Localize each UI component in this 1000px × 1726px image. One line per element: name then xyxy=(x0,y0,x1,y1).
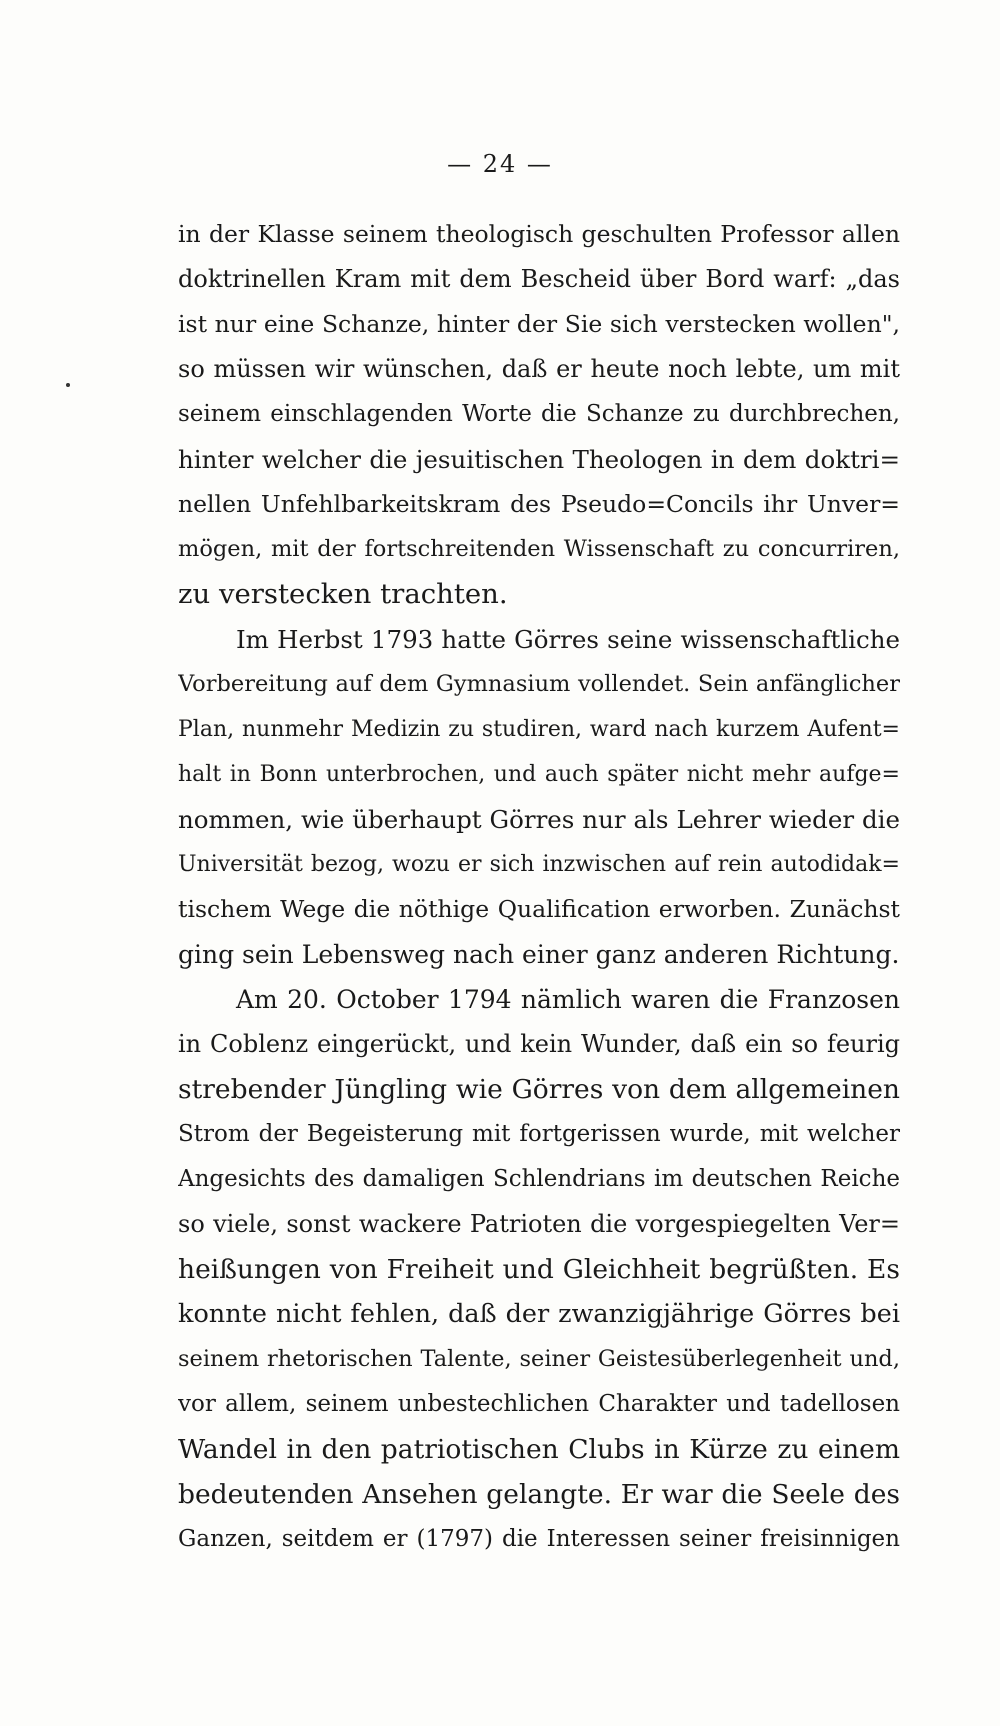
text-line: doktrinellen Kram mit dem Bescheid über Bord warf: „das xyxy=(178,265,900,293)
text-line: in der Klasse seinem theologisch geschulten Professor allen xyxy=(178,220,900,248)
text-line: seinem rhetorischen Talente, seiner Geistesüberlegenheit und, xyxy=(178,1346,900,1372)
text-line: ist nur eine Schanze, hinter der Sie sich verstecken wollen", xyxy=(178,310,900,338)
text-line: nommen, wie überhaupt Görres nur als Lehrer wieder die xyxy=(178,805,900,834)
page-number: — 24 — xyxy=(447,150,553,178)
body-text xyxy=(178,212,900,1562)
text-line: seinem einschlagenden Worte die Schanze zu durchbrechen, xyxy=(178,401,900,427)
text-line: vor allem, seinem unbestechlichen Charakter und tadellosen xyxy=(178,1391,900,1417)
text-line: strebender Jüngling wie Görres von dem allgemeinen xyxy=(178,1074,900,1105)
text-line: Im Herbst 1793 hatte Görres seine wissenschaftliche xyxy=(236,625,900,654)
text-line: Ganzen, seitdem er (1797) die Interessen seiner freisinnigen xyxy=(178,1526,900,1552)
text-line: halt in Bonn unterbrochen, und auch später nicht mehr aufge= xyxy=(178,762,900,787)
text-line: ging sein Lebensweg nach einer ganz anderen Richtung. xyxy=(178,940,900,969)
text-line: Vorbereitung auf dem Gymnasium vollendet. Sein anfänglicher xyxy=(178,671,900,697)
text-line: Plan, nunmehr Medizin zu studiren, ward nach kurzem Aufent= xyxy=(178,717,900,742)
text-line: mögen, mit der fortschreitenden Wissenschaft zu concurriren, xyxy=(178,536,900,562)
text-line: konnte nicht fehlen, daß der zwanzigjährige Görres bei xyxy=(178,1299,900,1329)
text-line: hinter welcher die jesuitischen Theologen in dem doktri= xyxy=(178,445,900,474)
margin-speck xyxy=(66,383,70,387)
text-line: Wandel in den patriotischen Clubs in Kürze zu einem xyxy=(178,1434,900,1465)
text-line: Universität bezog, wozu er sich inzwischen auf rein autodidak= xyxy=(178,852,900,877)
text-line: nellen Unfehlbarkeitskram des Pseudo=Concils ihr Unver= xyxy=(178,490,900,518)
text-line: Angesichts des damaligen Schlendrians im deutschen Reiche xyxy=(178,1166,900,1192)
text-line: bedeutenden Ansehen gelangte. Er war die Seele des xyxy=(178,1479,900,1510)
text-line: tischem Wege die nöthige Qualification erworben. Zunächst xyxy=(178,895,900,923)
text-line: Strom der Begeisterung mit fortgerissen wurde, mit welcher xyxy=(178,1121,900,1147)
text-line: Am 20. October 1794 nämlich waren die Franzosen xyxy=(236,985,900,1014)
text-line: so müssen wir wünschen, daß er heute noch lebte, um mit xyxy=(178,355,900,383)
text-line: in Coblenz eingerückt, und kein Wunder, daß ein so feurig xyxy=(178,1030,900,1058)
text-line: so viele, sonst wackere Patrioten die vorgespiegelten Ver= xyxy=(178,1210,900,1238)
text-line: zu verstecken trachten. xyxy=(178,578,508,610)
text-line: heißungen von Freiheit und Gleichheit begrüßten. Es xyxy=(178,1254,900,1285)
